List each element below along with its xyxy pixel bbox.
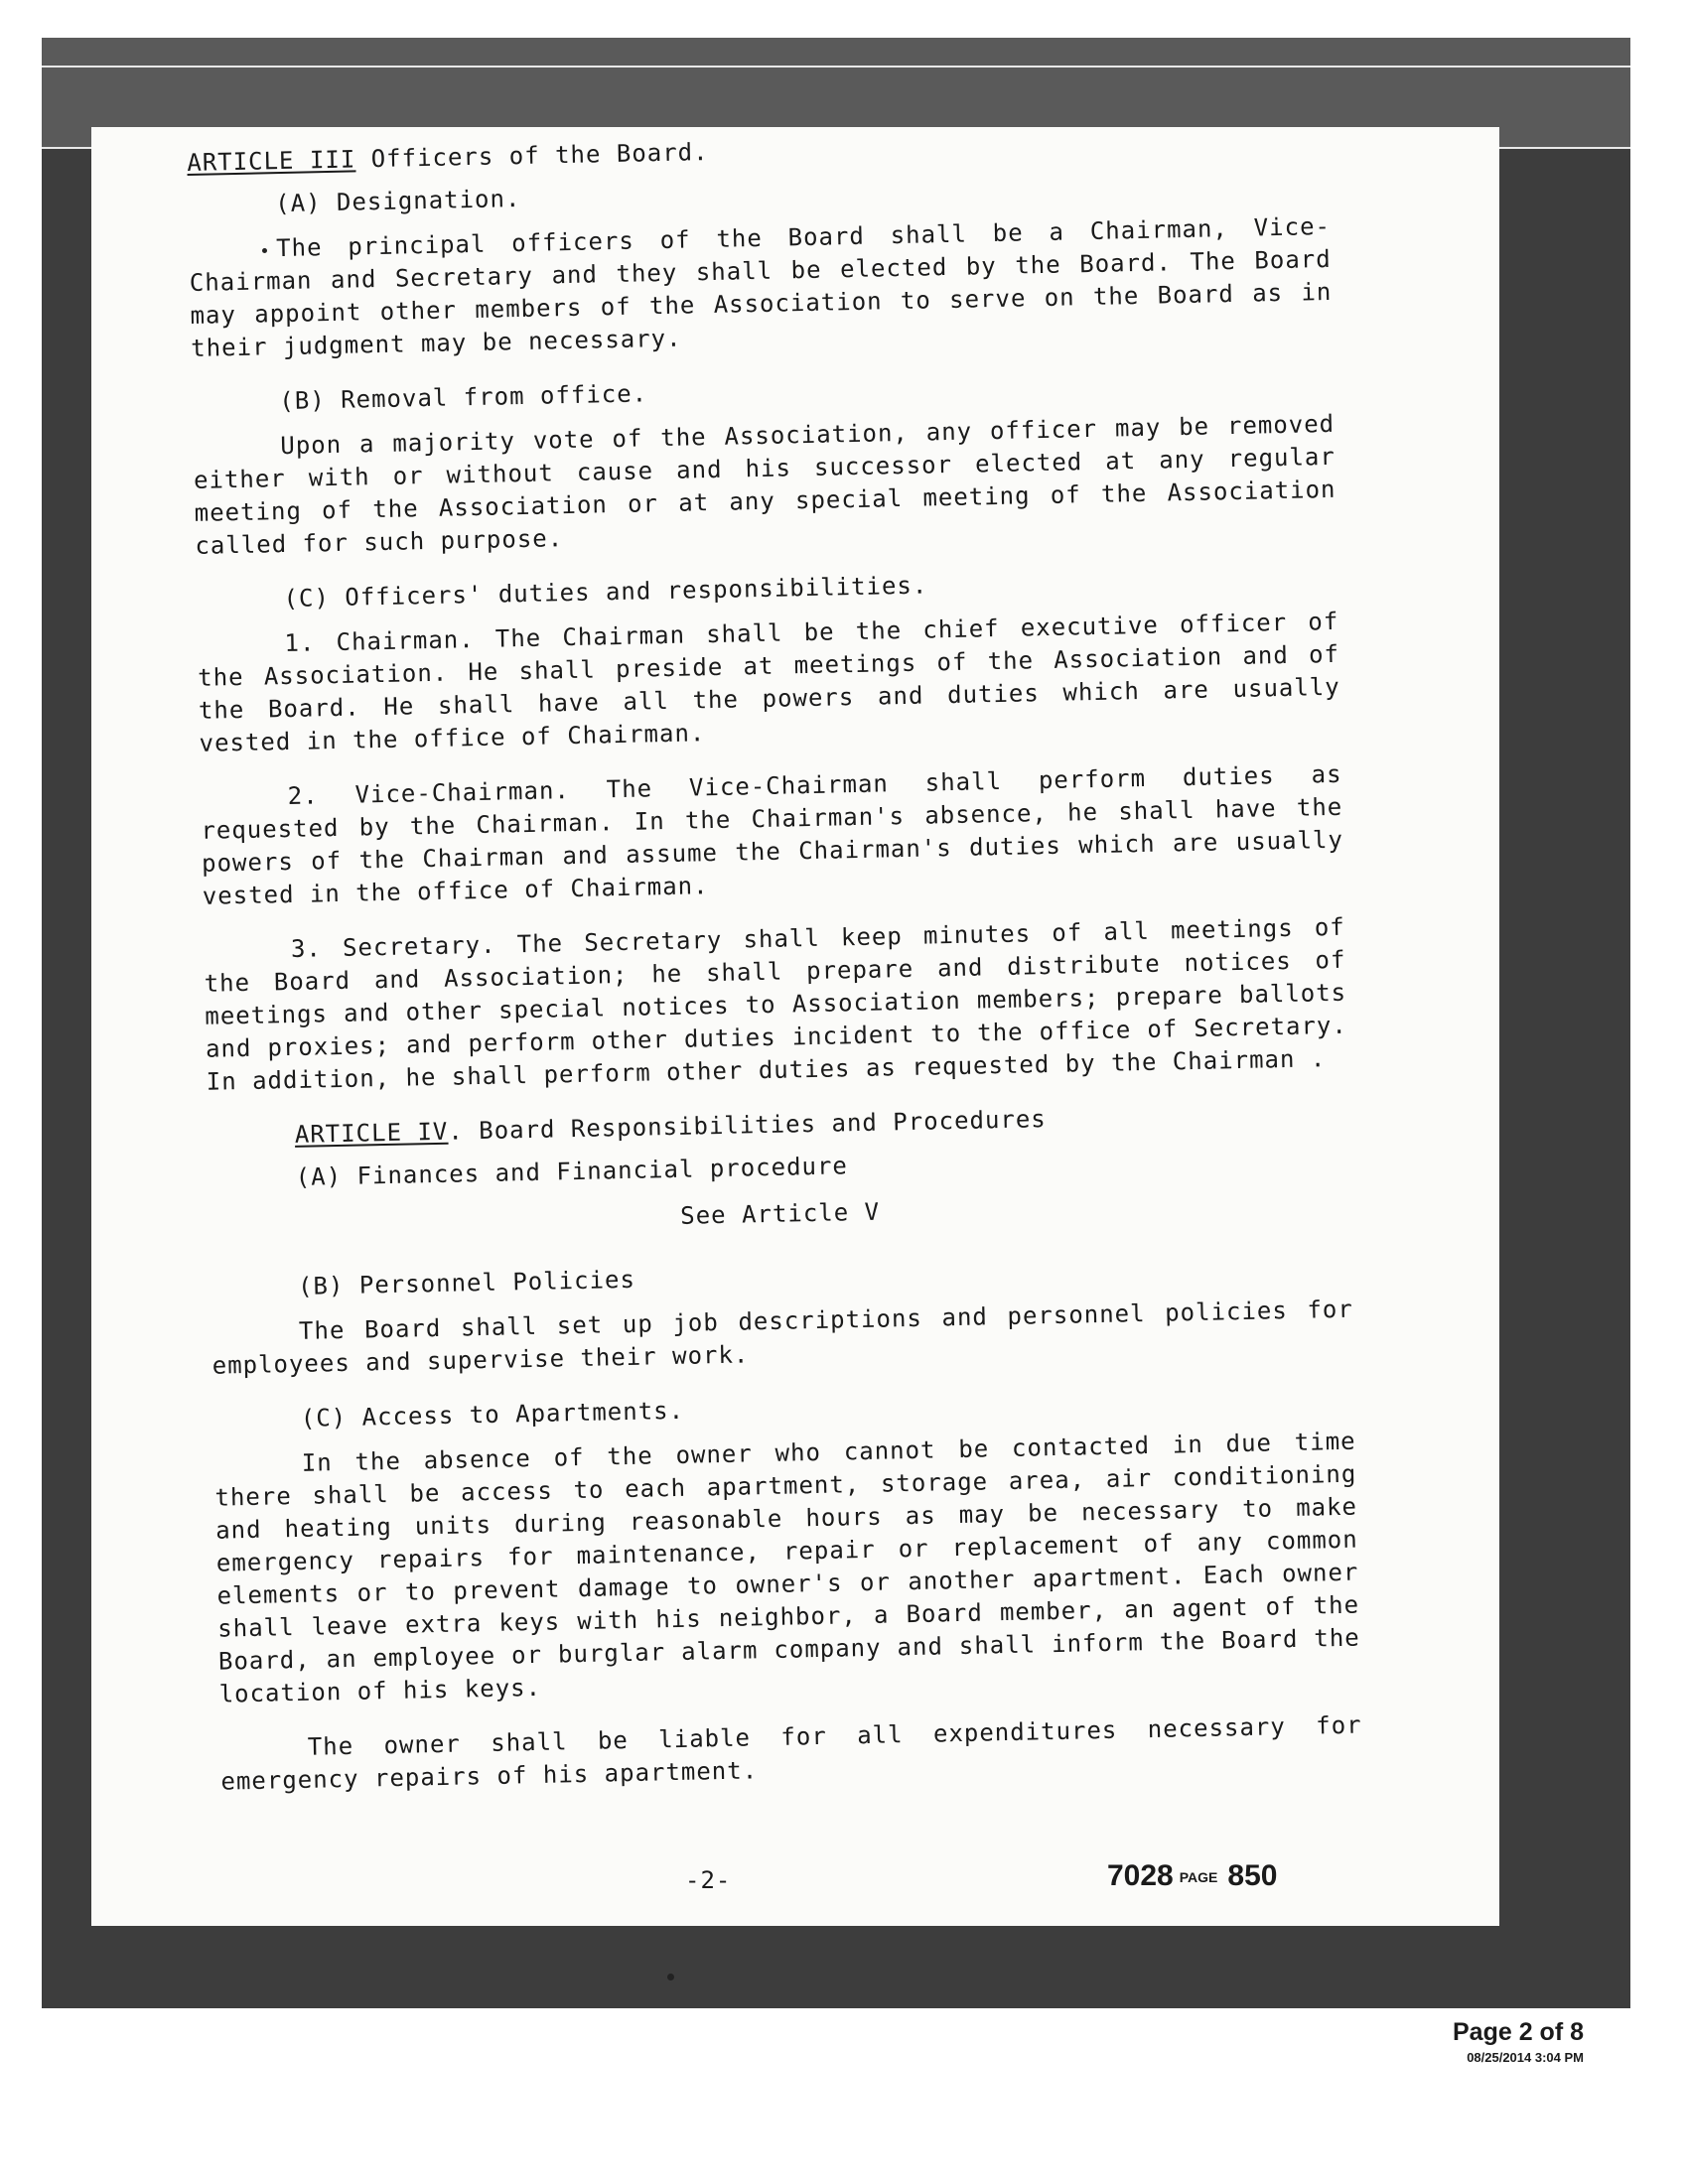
article-3-title: Officers of the Board. bbox=[354, 137, 709, 174]
article-4-label: ARTICLE IV bbox=[294, 1117, 449, 1149]
article-4-b-heading: (B) Personnel Policies bbox=[297, 1265, 636, 1300]
article-4-c-heading: (C) Access to Apartments. bbox=[300, 1396, 685, 1433]
book-page-word: PAGE bbox=[1179, 1869, 1218, 1886]
section-b-text: Upon a majority vote of the Association, any officer may be removed either with or without cause and his successor elected at any regular meeting of the Association or at any special meeting of the Association called for such purpose. bbox=[193, 409, 1336, 560]
duty-chairman: 1. Chairman. The Chairman shall be the chief executive officer of the Association. He shall preside at meetings of the Association and of the Board. He shall have all the powers and duties which are usually vested in the office of Chairman. bbox=[197, 607, 1340, 757]
article-4-title: . Board Responsibilities and Procedures bbox=[448, 1105, 1048, 1146]
section-a-heading: (A) Designation. bbox=[274, 184, 521, 218]
footer-timestamp: 08/25/2014 3:04 PM bbox=[1467, 2050, 1584, 2065]
book-page-stamp bbox=[1107, 1859, 1277, 1893]
article-4-a-heading: (A) Finances and Financial procedure bbox=[295, 1152, 849, 1191]
section-c-heading: (C) Officers' duties and responsibilities. bbox=[283, 571, 928, 614]
scan-speck bbox=[667, 1974, 674, 1980]
article-4-b-text: The Board shall set up job descriptions and personnel policies for employees and supervise their work. bbox=[211, 1295, 1354, 1380]
article-4-c-text-2: The owner shall be liable for all expenditures necessary for emergency repairs of his apartment. bbox=[220, 1710, 1362, 1796]
document-body bbox=[187, 123, 1363, 1821]
book-number: 7028 bbox=[1107, 1859, 1174, 1892]
scan-rule-top bbox=[42, 66, 1630, 68]
footer-page-label: Page 2 of 8 bbox=[1453, 2018, 1584, 2046]
book-page: 850 bbox=[1227, 1859, 1278, 1892]
duty-vice-chairman: 2. Vice-Chairman. The Vice-Chairman shall perform duties as requested by the Chairman. In the Chairman's absence, he shall have the powers of the Chairman and assume the Chairman's duties which are usually vested in the office of Chairman. bbox=[201, 759, 1344, 910]
article-4-c-text: In the absence of the owner who cannot be contacted in due time there shall be access to each apartment, storage area, air conditioning and heating units during reasonable hours as may be necessary to make emergency repairs for maintenance, repair or replacement of any common elements or to prevent damage to owner's or another apartment. Each owner shall leave extra keys with his neighbor, a Board member, an agent of the Board, an employee or burglar alarm company and shall inform the Board the location of his keys. bbox=[214, 1427, 1360, 1708]
section-a-text: The principal officers of the Board shall be a Chairman, Vice-Chairman and Secretary and they shall be elected by the Board. The Board may appoint other members of the Association to serve on the Board as in their judgment may be necessary. bbox=[189, 211, 1333, 362]
article-4-a-reference: See Article V bbox=[679, 1197, 881, 1230]
section-b-heading: (B) Removal from office. bbox=[279, 379, 648, 416]
document-page-number: -2- bbox=[685, 1866, 732, 1894]
article-3-label: ARTICLE III bbox=[187, 145, 356, 177]
duty-secretary: 3. Secretary. The Secretary shall keep minutes of all meetings of the Board and Association; he shall prepare and distribute notices of meetings and other special notices to Association members; prepare ballots and proxies; and perform other duties incident to the office of Secretary. In addition, he shall perform other duties as requested by the Chairman . bbox=[204, 912, 1348, 1096]
